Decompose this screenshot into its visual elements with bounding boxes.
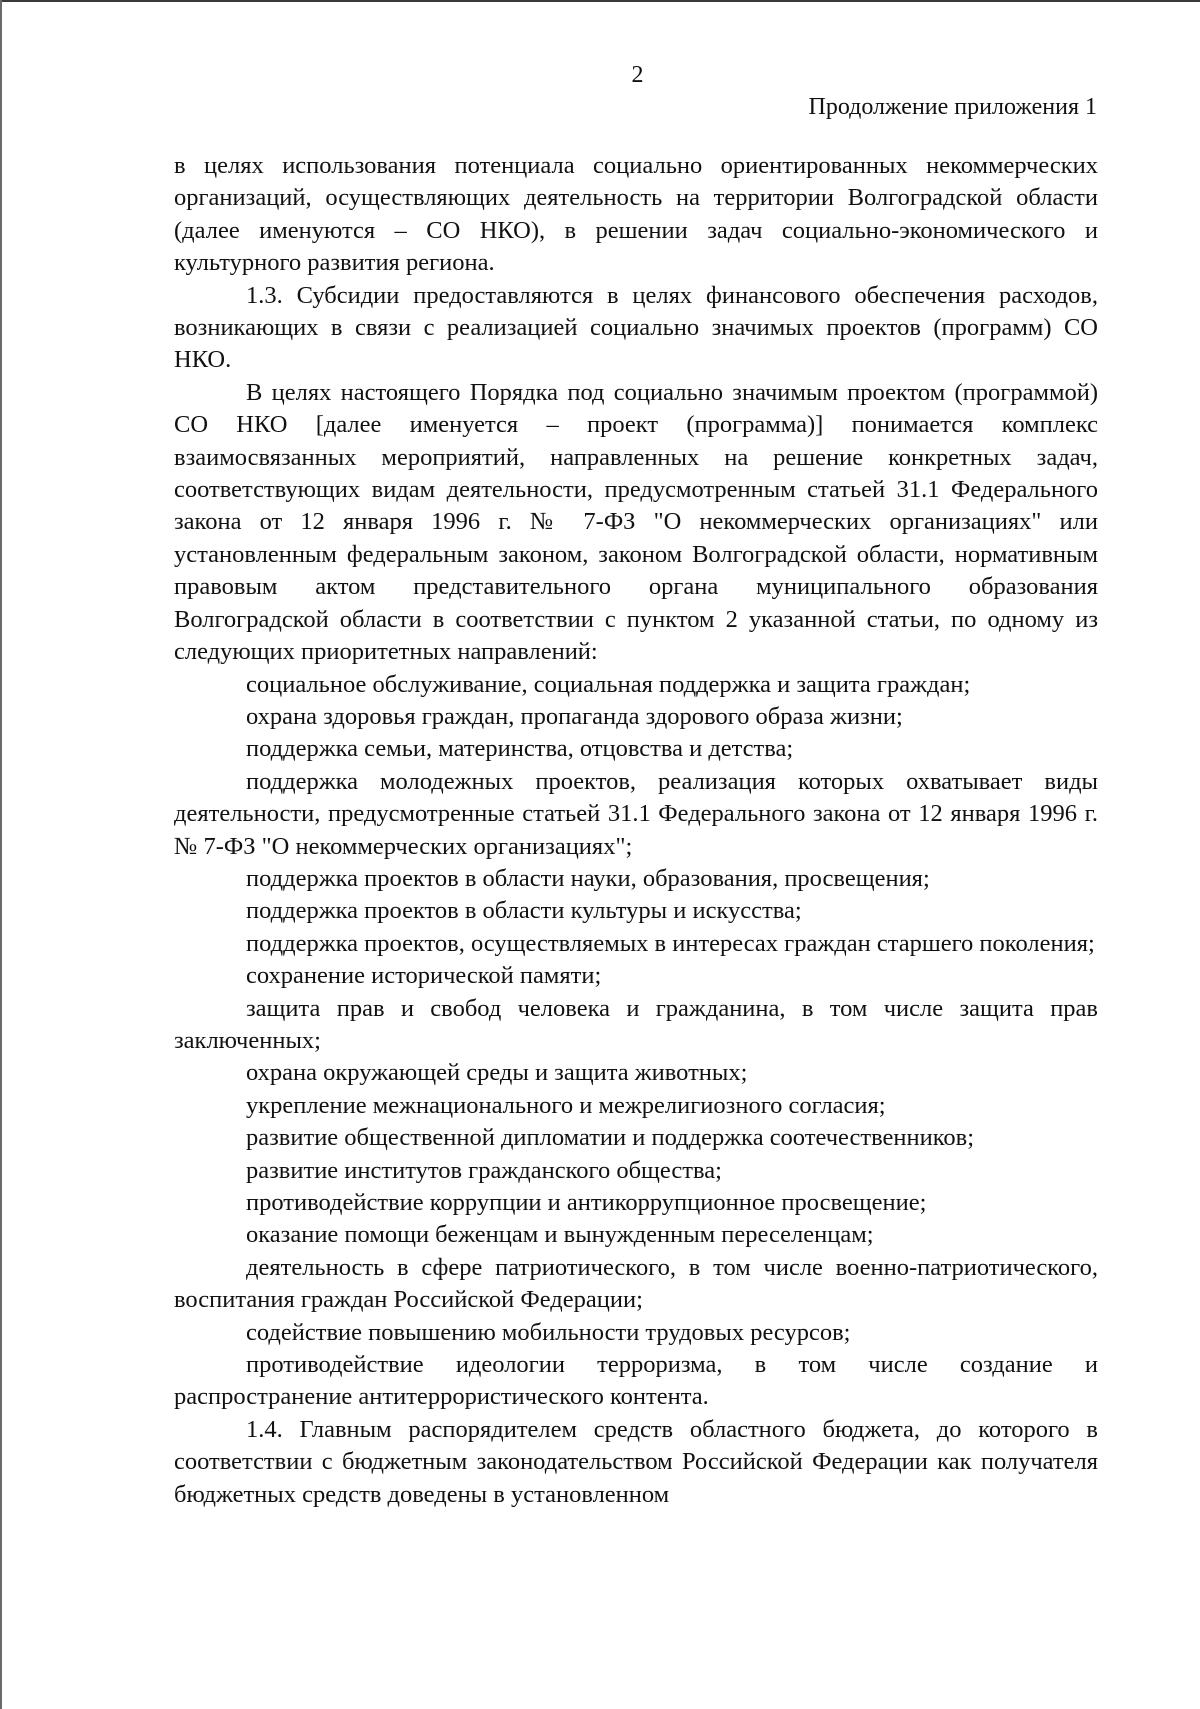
page-number: 2: [631, 62, 644, 88]
list-item: охрана здоровья граждан, пропаганда здорового образа жизни;: [246, 702, 903, 730]
paragraph-1-3: 1.3. Субсидии предоставляются в целях финансового обеспечения расходов, возникающих в связи с реализацией социально значимых проектов (программ) СО НКО.: [174, 281, 1098, 374]
document-body: [174, 150, 1098, 1511]
list-item: социальное обслуживание, социальная поддержка и защита граждан;: [246, 670, 971, 698]
list-item: противодействие коррупции и антикоррупционное просвещение;: [246, 1189, 927, 1216]
scan-edge-top: [0, 0, 1200, 2]
list-item: оказание помощи беженцам и вынужденным переселенцам;: [246, 1221, 874, 1249]
list-item: противодействие идеологии терроризма, в том числе создание и распространение антитеррористического контента.: [174, 1351, 1098, 1411]
paragraph-goals: в целях использования потенциала социально ориентированных некоммерческих организаций, осуществляющих деятельность на территории Волгоградской области (далее именуются – СО НКО), в решении задач социально-экономического и культурного развития региона.: [174, 152, 1098, 277]
paragraph-1-4: 1.4. Главным распорядителем средств областного бюджета, до которого в соответствии с бюджетным законодательством Российской Федерации как получателя бюджетных средств доведены в установленном: [174, 1415, 1098, 1508]
paragraph-project-definition: В целях настоящего Порядка под социально значимым проектом (программой) СО НКО [далее именуется – проект (программа)] понимается комплекс взаимосвязанных мероприятий, направленных на решение конкретных задач, соответствующих видам деятельности, предусмотренным статьей 31.1 Федерального закона от 12 января 1996 г. № 7-ФЗ "О некоммерческих организациях" или установленным федеральным законом, законом Волгоградской области, нормативным правовым актом представительного органа муниципального образования Волгоградской области в соответствии с пунктом 2 указанной статьи, по одному из следующих приоритетных направлений:: [174, 378, 1098, 666]
list-item: поддержка проектов, осуществляемых в интересах граждан старшего поколения;: [246, 929, 1095, 957]
list-item: деятельность в сфере патриотического, в том числе военно-патриотического, воспитания граждан Российской Федерации;: [174, 1253, 1098, 1314]
list-item: поддержка проектов в области культуры и искусства;: [246, 897, 802, 925]
list-item: развитие институтов гражданского общества;: [246, 1156, 722, 1184]
list-item: защита прав и свобод человека и гражданина, в том числе защита прав заключенных;: [174, 994, 1098, 1054]
list-item: укрепление межнационального и межрелигиозного согласия;: [246, 1091, 886, 1119]
list-item: содействие повышению мобильности трудовых ресурсов;: [246, 1318, 851, 1346]
list-item: развитие общественной дипломатии и поддержка соотечественников;: [246, 1124, 975, 1152]
continuation-label: Продолжение приложения 1: [808, 94, 1097, 120]
list-item: сохранение исторической памяти;: [246, 962, 602, 990]
scan-edge-left: [0, 0, 2, 1709]
list-item: охрана окружающей среды и защита животных;: [246, 1059, 748, 1087]
list-item: поддержка молодежных проектов, реализация которых охватывает виды деятельности, предусмотренные статьей 31.1 Федерального закона от 12 января 1996 г. № 7-ФЗ "О некоммерческих организациях";: [174, 767, 1098, 860]
list-item: поддержка проектов в области науки, образования, просвещения;: [246, 864, 930, 892]
list-item: поддержка семьи, материнства, отцовства и детства;: [246, 735, 794, 763]
priority-directions-list: [174, 669, 1098, 1414]
